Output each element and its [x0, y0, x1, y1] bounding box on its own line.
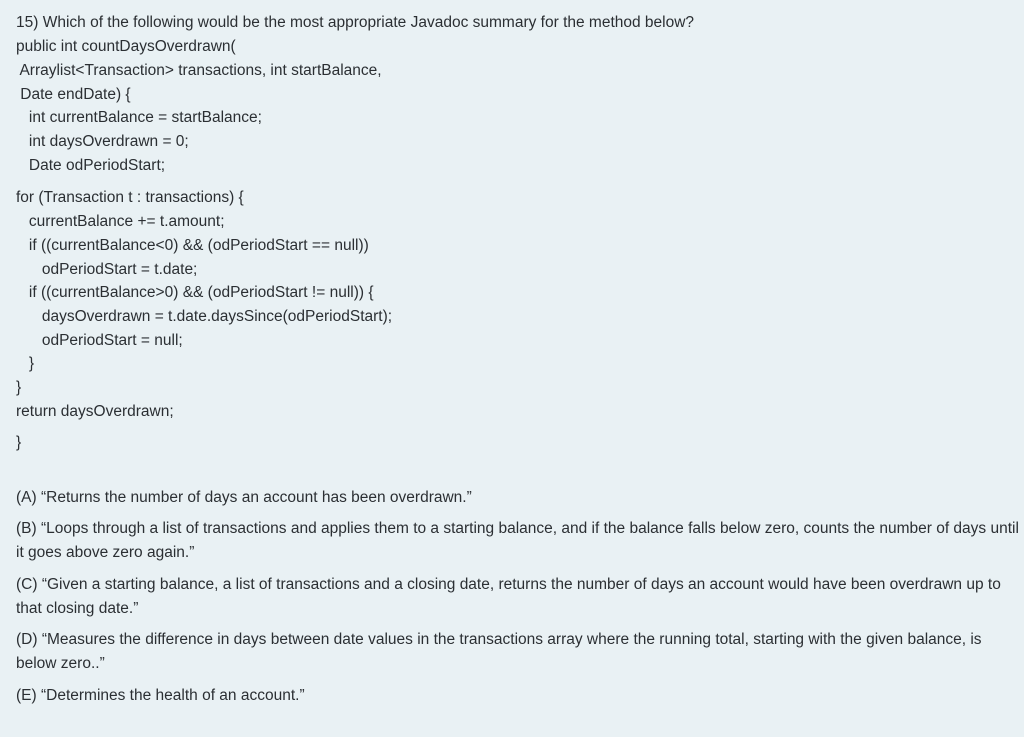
code-line: int daysOverdrawn = 0; — [16, 133, 189, 150]
code-line: odPeriodStart = null; — [16, 332, 183, 349]
option-d[interactable]: (D) “Measures the difference in days between date values in the transactions array where the running total, starting with the given balance, is below zero..” — [16, 631, 982, 672]
code-line: Arraylist<Transaction> transactions, int startBalance, — [16, 62, 382, 79]
code-line: currentBalance += t.amount; — [16, 213, 225, 230]
option-b[interactable]: (B) “Loops through a list of transactions and applies them to a starting balance, and if the balance falls below zero, counts the number of days until it goes above zero again.” — [16, 520, 1019, 561]
code-line: int currentBalance = startBalance; — [16, 109, 262, 126]
code-line: daysOverdrawn = t.date.daysSince(odPeriodStart); — [16, 308, 393, 325]
code-line: if ((currentBalance<0) && (odPeriodStart == null)) — [16, 237, 369, 254]
code-line: if ((currentBalance>0) && (odPeriodStart != null)) { — [16, 284, 374, 301]
question-text: 15) Which of the following would be the most appropriate Javadoc summary for the method below? — [16, 14, 695, 31]
code-line: for (Transaction t : transactions) { — [16, 189, 244, 206]
code-line: Date endDate) { — [16, 86, 131, 103]
code-line: Date odPeriodStart; — [16, 157, 166, 174]
option-a[interactable]: (A) “Returns the number of days an account has been overdrawn.” — [16, 489, 472, 506]
option-e[interactable]: (E) “Determines the health of an account.” — [16, 687, 305, 704]
code-line: } — [16, 434, 22, 451]
code-line: } — [16, 355, 35, 372]
code-line: public int countDaysOverdrawn( — [16, 38, 236, 55]
option-c[interactable]: (C) “Given a starting balance, a list of transactions and a closing date, returns the number of days an account would have been overdrawn up to that closing date.” — [16, 576, 1001, 617]
code-line: odPeriodStart = t.date; — [16, 261, 198, 278]
code-line: } — [16, 379, 22, 396]
code-line: return daysOverdrawn; — [16, 403, 174, 420]
